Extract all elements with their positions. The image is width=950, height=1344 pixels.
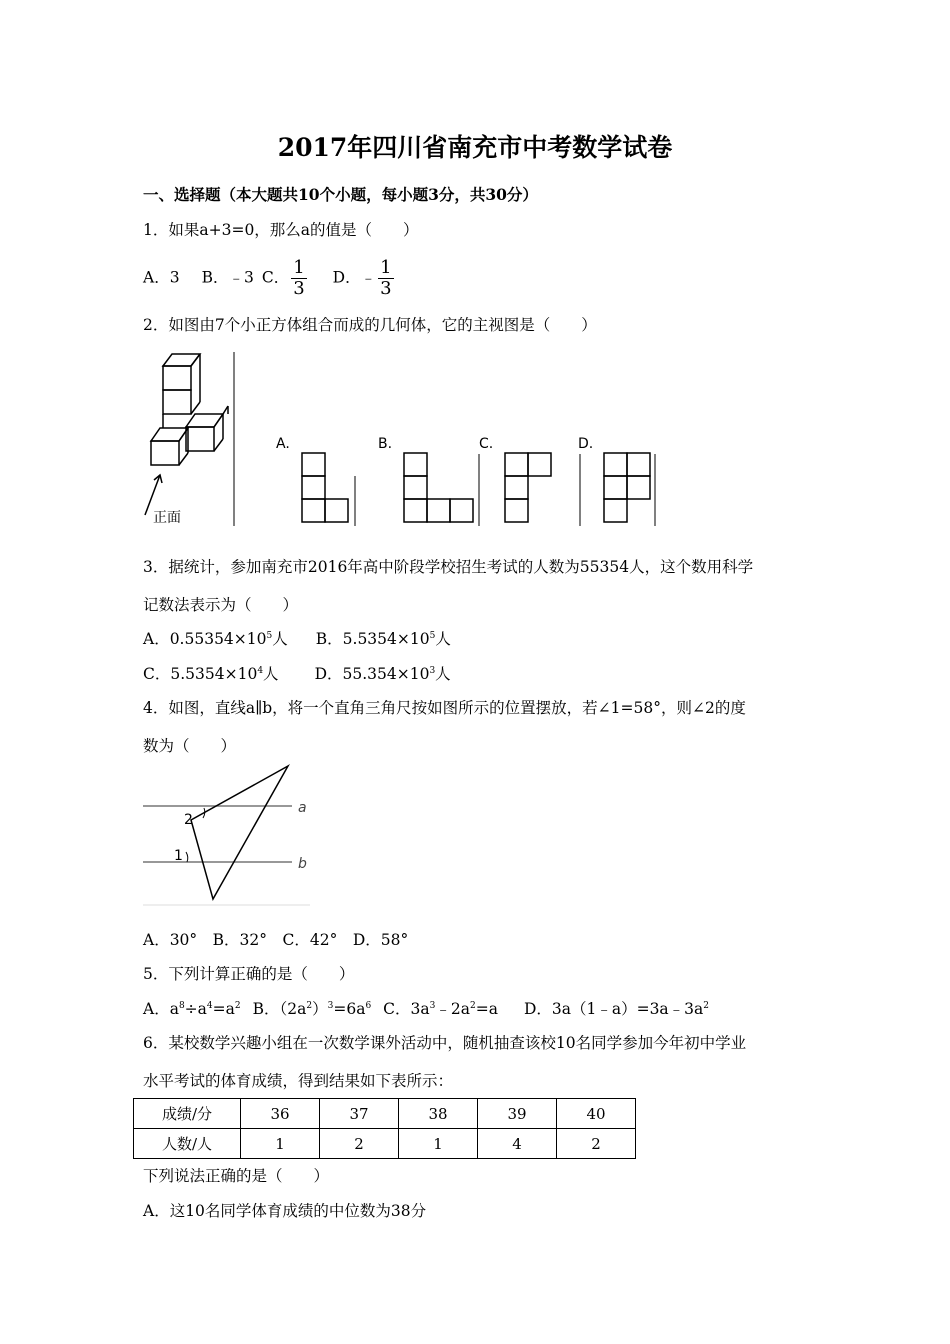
q4-options: A．30° B．32° C．42° D．58° xyxy=(143,931,409,949)
table-cell: 4 xyxy=(478,1129,557,1159)
front-label: 正面 xyxy=(153,510,181,526)
option-d-view xyxy=(604,453,650,522)
table-cell: 成绩/分 xyxy=(134,1099,241,1129)
score-table xyxy=(133,1098,636,1159)
q5-option-c: C．$3a^3﹣2a^2=a$ xyxy=(383,1000,498,1018)
option-a-label: A. xyxy=(276,436,290,452)
table-cell: 36 xyxy=(241,1099,320,1129)
option-b-label: B. xyxy=(378,436,393,452)
label-b: b xyxy=(298,856,307,872)
q3-options-row1 xyxy=(143,627,451,649)
q5-option-a: A．$a^8\div a^4=a^2$ xyxy=(143,1000,241,1018)
q5-option-d: D．$3a(1﹣a)=3a﹣3a^2$ xyxy=(523,1000,710,1018)
option-a-view xyxy=(302,453,348,522)
table-cell: 38 xyxy=(399,1099,478,1129)
page-title: 2017年四川省南充市中考数学试卷 xyxy=(277,133,673,162)
table-row xyxy=(134,1129,636,1159)
table-cell: 1 xyxy=(241,1129,320,1159)
q3-option-c: C．$5.5354\times 10^4$人 xyxy=(143,665,279,683)
q6-stem-line2: 水平考试的体育成绩，得到结果如下表所示： xyxy=(143,1072,454,1090)
q2-figure xyxy=(135,348,665,530)
q1-options xyxy=(143,258,396,299)
angle-1-label: 1 xyxy=(174,848,183,864)
q4-figure xyxy=(140,760,315,910)
label-a: a xyxy=(298,800,307,816)
angle-1-arc xyxy=(186,852,188,862)
q5-option-b: B．$(2a^2)^3=6a^6$ xyxy=(252,1000,372,1018)
front-view-arrow xyxy=(145,475,160,515)
angle-2-label: 2 xyxy=(184,812,193,828)
q3-option-a: A．$0.55354\times 10^5$人 xyxy=(143,630,288,648)
table-cell: 2 xyxy=(557,1129,636,1159)
q4-stem-line1: 4．如图，直线a∥b，将一个直角三角尺按如图所示的位置摆放，若∠1=58°，则∠2的度 xyxy=(143,699,746,717)
q6-stem-line1: 6．某校数学兴趣小组在一次数学课外活动中，随机抽查该校10名同学参加今年初中学业 xyxy=(143,1034,747,1052)
option-b-view xyxy=(404,453,473,522)
q3-option-b: B．$5.5354\times 10^5$人 xyxy=(315,630,451,648)
q1-stem: 1．如果a+3=0，那么a的值是（ ） xyxy=(143,221,419,239)
option-d-label: D. xyxy=(578,436,594,452)
option-c-view xyxy=(505,453,551,522)
q6-option-a: A．这10名同学体育成绩的中位数为38分 xyxy=(143,1202,427,1220)
table-cell: 2 xyxy=(320,1129,399,1159)
right-triangle xyxy=(191,766,288,899)
q1-option-d-label: D．﹣ xyxy=(332,268,377,287)
q6-after-table: 下列说法正确的是（ ） xyxy=(143,1167,330,1185)
q4-stem-line2: 数为（ ） xyxy=(143,737,237,755)
q1-option-a: A．3 xyxy=(143,268,180,287)
solid-3d-figure xyxy=(151,354,228,465)
q3-options-row2 xyxy=(143,662,451,684)
q3-stem-line2: 记数法表示为（ ） xyxy=(143,596,299,614)
table-cell: 40 xyxy=(557,1099,636,1129)
q1-option-c-fraction: $\frac{1}{3}$ xyxy=(293,257,305,299)
q2-stem: 2．如图由7个小正方体组合而成的几何体，它的主视图是（ ） xyxy=(143,316,597,334)
option-c-label: C. xyxy=(479,436,494,452)
q5-stem: 5．下列计算正确的是（ ） xyxy=(143,965,355,983)
table-cell: 人数/人 xyxy=(134,1129,241,1159)
q5-options xyxy=(143,997,709,1019)
q1-option-d-fraction: $\frac{1}{3}$ xyxy=(380,257,392,299)
section-heading: 一、选择题（本大题共10个小题，每小题3分，共30分） xyxy=(143,185,538,204)
table-cell: 37 xyxy=(320,1099,399,1129)
table-row xyxy=(134,1099,636,1129)
q1-option-b: B．﹣3 xyxy=(201,268,254,287)
table-cell: 1 xyxy=(399,1129,478,1159)
q1-option-c-label: C． xyxy=(261,268,290,287)
table-cell: 39 xyxy=(478,1099,557,1129)
q3-option-d: D．$55.354\times 10^3$人 xyxy=(314,665,451,683)
q3-stem-line1: 3．据统计，参加南充市2016年高中阶段学校招生考试的人数为55354人，这个数用科学 xyxy=(143,558,754,576)
